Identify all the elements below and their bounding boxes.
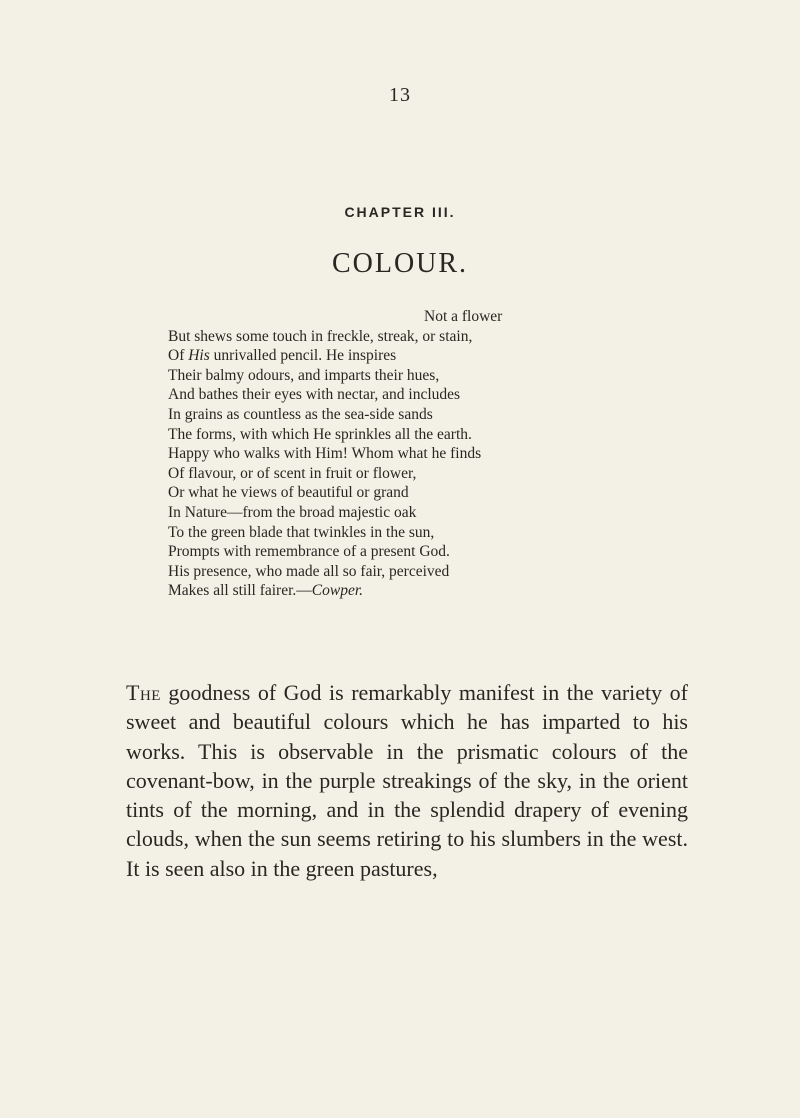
- poem-line: His presence, who made all so fair, perceived: [168, 562, 450, 580]
- poem-line: Happy who walks with Him! Whom what he finds: [168, 445, 482, 463]
- poem-line: Not a flower: [424, 308, 503, 325]
- poem-last-line: Makes all still fairer.—: [168, 582, 312, 600]
- paragraph-text: goodness of God is remarkably manifest in the variety of sweet and beautiful colours which he has imparted to his works. This is observable in the prismatic colours of the covenant-bow, in the purple streakings of the sky, in the orient tints of the morning, and in the splendid drapery of evening clouds, when the sun seems retiring to his slumbers in the west. It is seen also in the green pastures,: [126, 680, 688, 881]
- poem-italic-word: His: [188, 347, 210, 365]
- poem-line: [168, 581, 688, 601]
- body-paragraph: [126, 678, 688, 883]
- poem-line: In Nature—from the broad majestic oak: [168, 503, 417, 521]
- poem-line: To the green blade that twinkles in the sun,: [168, 523, 435, 541]
- poem-line: In grains as countless as the sea-side sands: [168, 405, 433, 423]
- epigraph-poem: [168, 307, 688, 601]
- poem-attribution: Cowper.: [311, 582, 364, 600]
- poem-line: And bathes their eyes with nectar, and includes: [168, 386, 461, 404]
- poem-line: The forms, with which He sprinkles all the earth.: [168, 425, 472, 443]
- poem-line: Of flavour, or of scent in fruit or flower,: [168, 464, 417, 482]
- poem-line-rest: unrivalled pencil. He inspires: [209, 347, 397, 365]
- poem-line: Their balmy odours, and imparts their hues,: [168, 366, 440, 384]
- page-number: 13: [389, 84, 411, 106]
- poem-line: But shews some touch in freckle, streak, or stain,: [168, 327, 473, 345]
- poem-line-start: Of: [168, 347, 189, 365]
- poem-line: Or what he views of beautiful or grand: [168, 484, 409, 502]
- poem-line: [168, 346, 688, 366]
- chapter-title: COLOUR.: [331, 248, 469, 279]
- poem-line: Prompts with remembrance of a present God.: [168, 543, 450, 561]
- chapter-label: CHAPTER III.: [344, 204, 456, 220]
- paragraph-lead-word: The: [126, 680, 161, 705]
